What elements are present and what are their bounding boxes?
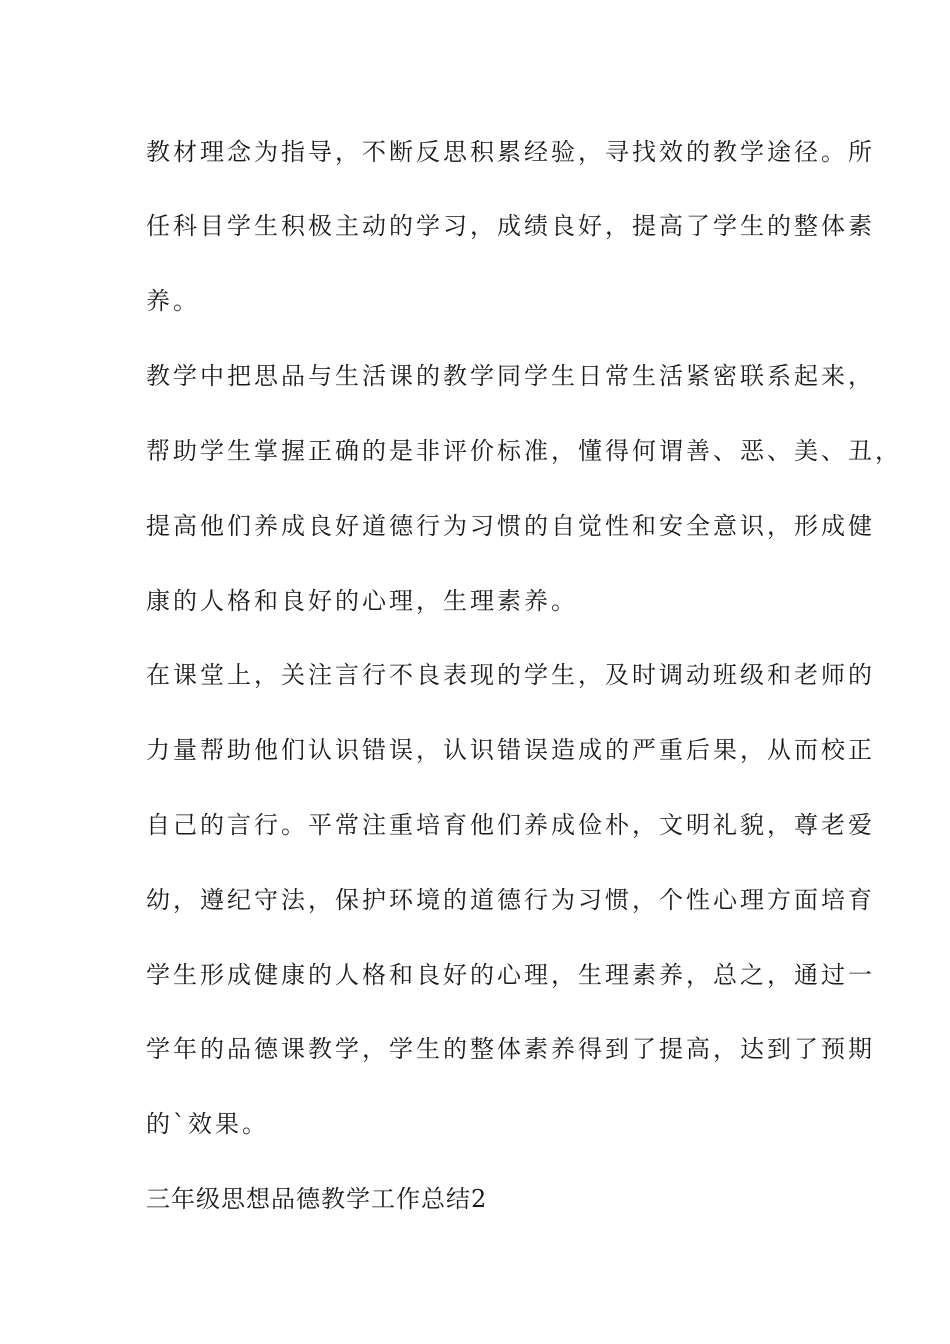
paragraph-1-line-1: 教材理念为指导，不断反思积累经验，寻找效的教学途径。所	[146, 138, 875, 166]
paragraph-2-line-4: 康的人格和良好的心理，生理素养。	[146, 587, 578, 615]
paragraph-1-line-3: 养。	[146, 287, 200, 315]
paragraph-3-line-4: 幼，遵纪守法，保护环境的道德行为习惯，个性心理方面培育	[146, 886, 875, 914]
paragraph-1-line-2: 任科目学生积极主动的学习，成绩良好，提高了学生的整体素	[146, 212, 875, 240]
paragraph-2-line-1: 教学中把思品与生活课的教学同学生日常生活紧密联系起来，	[146, 362, 875, 390]
paragraph-3-line-1: 在课堂上，关注言行不良表现的学生，及时调动班级和老师的	[146, 661, 875, 689]
paragraph-3-line-5: 学生形成健康的人格和良好的心理，生理素养，总之，通过一	[146, 961, 875, 989]
paragraph-3-line-6: 学年的品德课教学，学生的整体素养得到了提高，达到了预期	[146, 1035, 875, 1063]
section-heading: 三年级思想品德教学工作总结2	[146, 1185, 488, 1213]
paragraph-3-line-3: 自己的言行。平常注重培育他们养成俭朴，文明礼貌，尊老爱	[146, 811, 875, 839]
paragraph-3-line-7: 的`效果。	[146, 1110, 269, 1138]
paragraph-2-line-3: 提高他们养成良好道德行为习惯的自觉性和安全意识，形成健	[146, 512, 875, 540]
paragraph-2-line-2: 帮助学生掌握正确的是非评价标准，懂得何谓善、恶、美、丑，	[146, 437, 902, 465]
paragraph-3-line-2: 力量帮助他们认识错误，认识错误造成的严重后果，从而校正	[146, 736, 875, 764]
